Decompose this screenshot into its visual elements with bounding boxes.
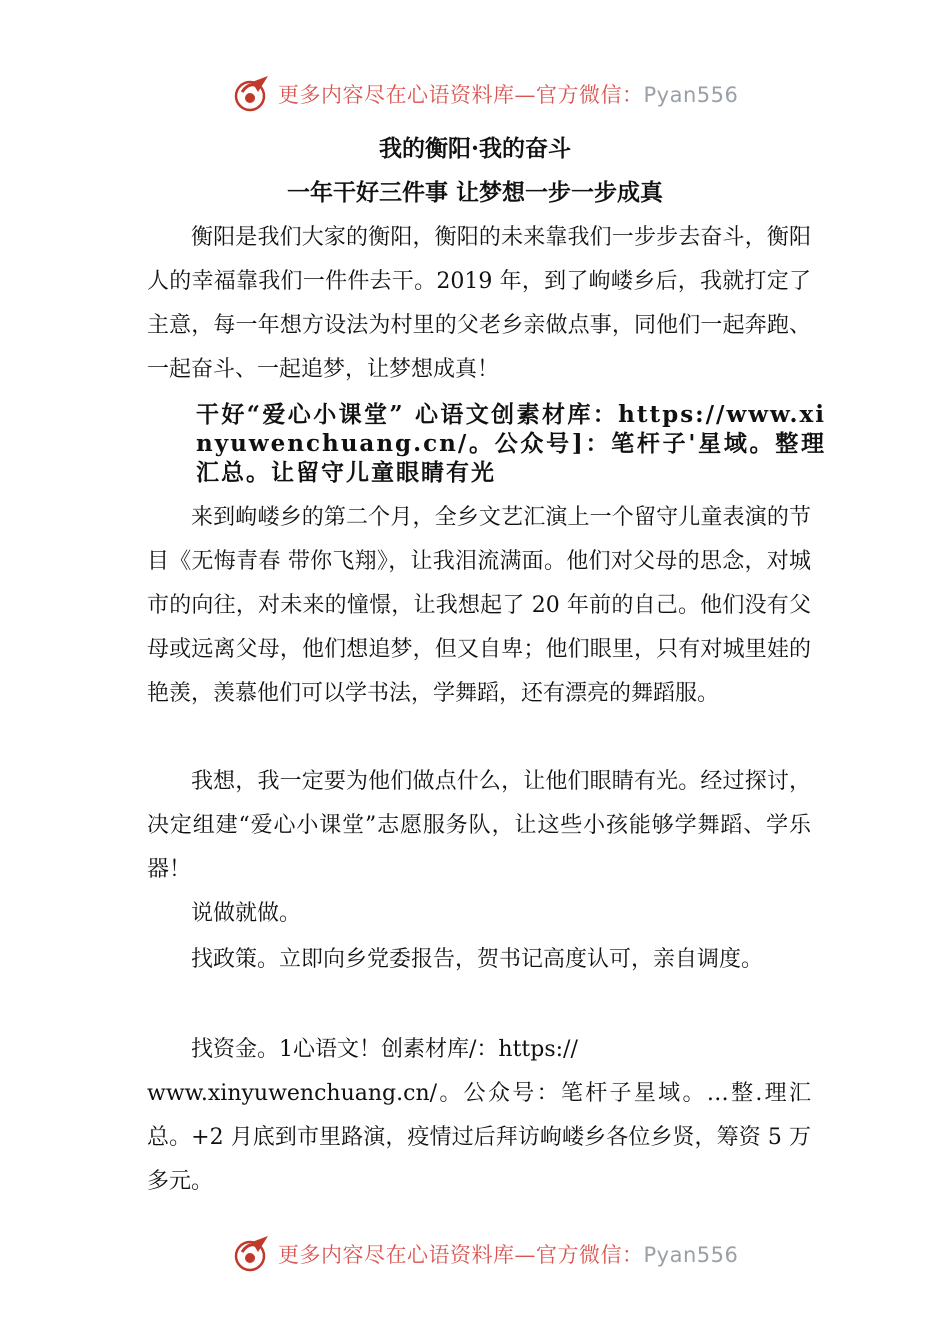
- paragraph-policy: 找政策。立即向乡党委报告，贺书记高度认可，亲自调度。: [191, 947, 764, 972]
- banner-text: 更多内容尽在心语资料库—官方微信：Pyan556: [278, 83, 739, 107]
- paragraph-funding-line1: 找资金。1心语文！创素材库/：https://: [191, 1037, 578, 1062]
- banner-text: 更多内容尽在心语资料库—官方微信：Pyan556: [278, 1243, 739, 1267]
- paragraph-intro: 衡阳是我们大家的衡阳，衡阳的未来靠我们一步步去奋斗，衡阳人的幸福靠我们一件件去干。2019 年，到了岣嵝乡后，我就打定了主意，每一年想方设法为村里的父老乡亲做点事，同他们一起奔跑、一起奋斗、一起追梦，让梦想成真！: [147, 225, 811, 382]
- heart-pen-logo-icon: [232, 74, 272, 114]
- document-title: 我的衡阳·我的奋斗: [378, 135, 571, 162]
- header-banner: [232, 74, 752, 114]
- paragraph-funding: www.xinyuwenchuang.cn/。公众号：笔杆子星域。…整.理汇总。+2 月底到市里路演，疫情过后拜访岣嵝乡各位乡贤，筹资 5 万多元。: [147, 1081, 811, 1194]
- footer-banner: [232, 1234, 752, 1274]
- paragraph-story: 来到岣嵝乡的第二个月，全乡文艺汇演上一个留守儿童表演的节目《无悔青春 带你飞翔》，让我泪流满面。他们对父母的思念，对城市的向往，对未来的憧憬，让我想起了 20 年前的自己。他们没有父母或远离父母，他们想追梦，但又自卑；他们眼里，只有对城里娃的艳羡，羡慕他们可以学书法，学舞蹈，还有漂亮的舞蹈服。: [147, 505, 811, 706]
- heart-pen-logo-icon: [232, 1234, 272, 1274]
- paragraph-action: 说做就做。: [191, 901, 302, 926]
- section-heading: 干好“爱心小课堂” 心语文创素材库：https://www.xinyuwenchuang.cn/。公众号]：笔杆子'星域。整理汇总。让留守儿童眼睛有光: [196, 401, 826, 486]
- document-subtitle: 一年干好三件事 让梦想一步一步成真: [286, 179, 663, 206]
- paragraph-decision: 我想，我一定要为他们做点什么，让他们眼睛有光。经过探讨，决定组建“爱心小课堂”志愿服务队，让这些小孩能够学舞蹈、学乐器！: [147, 769, 811, 882]
